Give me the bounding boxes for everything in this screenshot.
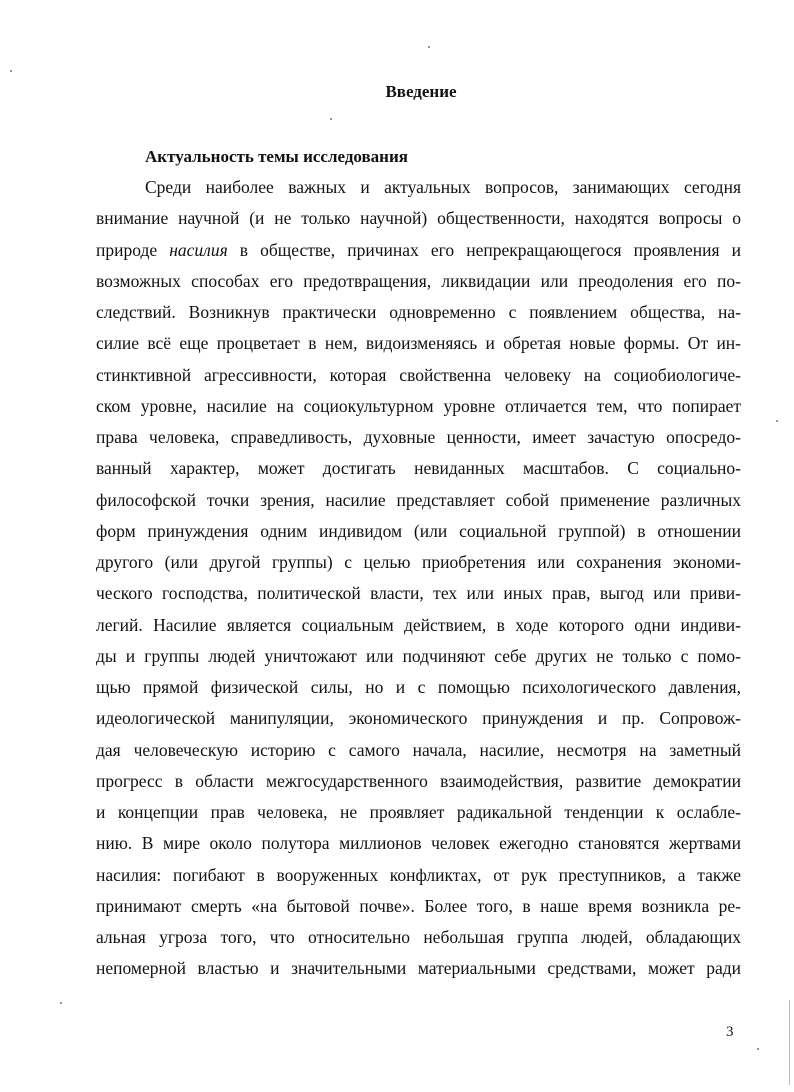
body-line: Среди наиболее важных и актуальных вопросов, занимающих сегодня	[145, 177, 741, 197]
body-line: непомерной властью и значительными материальными средствами, может ради	[96, 958, 741, 979]
body-line: и концепции прав человека, не проявляет радикальной тенденции к ослабле-	[96, 802, 741, 822]
body-line: стинктивной агрессивности, которая свойственна человеку на социобиологиче-	[96, 364, 741, 385]
body-line: легий. Насилие является социальным действием, в ходе которого одни индиви-	[96, 614, 741, 635]
body-line: щью прямой физической силы, но и с помощью психологического давления,	[96, 677, 741, 697]
page-number: 3	[726, 1024, 734, 1040]
scan-edge-line	[789, 1000, 790, 1085]
body-line: альная угроза того, что относительно небольшая группа людей, обладающих	[96, 927, 741, 947]
body-line: другого (или другой группы) с целью приобретения или сохранения экономи-	[96, 552, 741, 572]
body-line: принимают смерть «на бытовой почве». Более того, в наше время возникла ре-	[96, 895, 741, 916]
body-line: возможных способах его предотвращения, ликвидации или преодоления его по-	[96, 270, 741, 291]
page-title: Введение	[385, 82, 457, 101]
body-line: силие всё еще процветает в нем, видоизменяясь и обретая новые формы. От ин-	[96, 333, 741, 354]
section-heading: Актуальность темы исследования	[145, 147, 408, 166]
body-line: насилия: погибают в вооруженных конфликтах, от рук преступников, а также	[96, 864, 741, 885]
body-line: нию. В мире около полутора миллионов человек ежегодно становятся жертвами	[96, 833, 741, 854]
body-line: внимание научной (и не только научной) общественности, находятся вопросы о	[96, 208, 741, 229]
body-line: ческого господства, политической власти, тех или иных прав, выгод или приви-	[96, 583, 741, 604]
body-line: природе насилия в обществе, причинах его непрекращающегося проявления и	[96, 239, 741, 260]
body-text	[96, 172, 741, 985]
emphasized-term: насилия	[169, 239, 228, 260]
body-line: ды и группы людей уничтожают или подчиняют себе других не только с помо-	[96, 645, 741, 666]
body-line: идеологической манипуляции, экономического принуждения и пр. Сопровож-	[96, 708, 741, 729]
body-line: права человека, справедливость, духовные ценности, имеет зачастую опосредо-	[96, 427, 741, 447]
body-line: прогресс в области межгосударственного взаимодействия, развитие демократии	[96, 770, 741, 791]
body-line: следствий. Возникнув практически одновременно с появлением общества, на-	[96, 302, 741, 322]
body-line: форм принуждения одним индивидом (или социальной группой) в отношении	[96, 520, 741, 541]
body-line: ванный характер, может достигать невиданных масштабов. С социально-	[96, 458, 741, 479]
body-line: философской точки зрения, насилие представляет собой применение различных	[96, 489, 741, 510]
body-line: дая человеческую историю с самого начала, насилие, несмотря на заметный	[96, 739, 741, 760]
body-line: ском уровне, насилие на социокультурном уровне отличается тем, что попирает	[96, 395, 741, 416]
